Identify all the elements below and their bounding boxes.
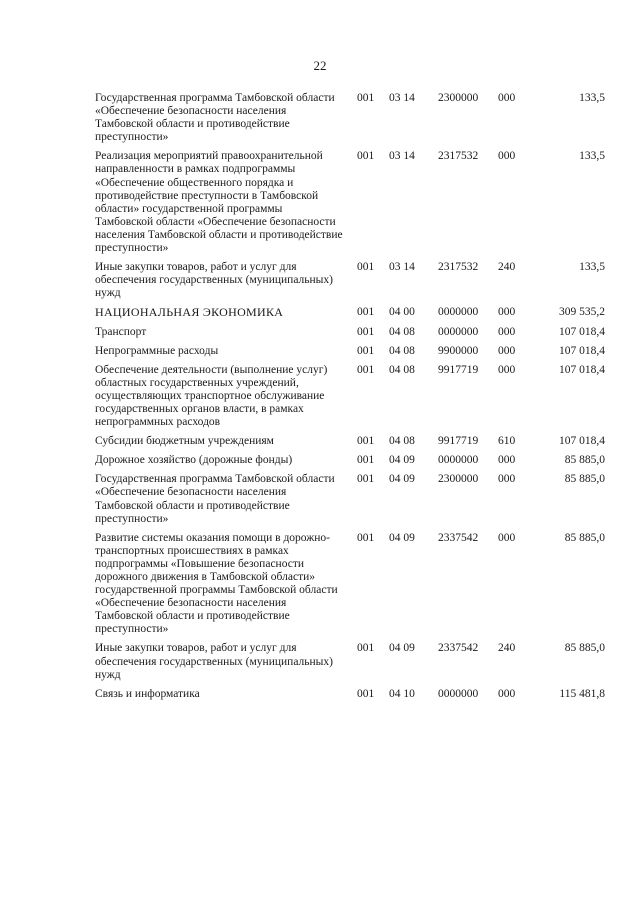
table-row <box>95 92 605 144</box>
expense-type-code: 000 <box>498 473 516 486</box>
table-row <box>95 688 605 701</box>
table-row <box>95 473 605 525</box>
expense-type-code: 000 <box>498 306 516 319</box>
table-row <box>95 532 605 637</box>
section-code: 03 14 <box>389 261 415 274</box>
amount-value: 133,5 <box>579 92 605 104</box>
target-article-code: 2300000 <box>438 92 479 104</box>
amount-value: 107 018,4 <box>559 325 605 338</box>
section-code: 04 08 <box>389 435 415 448</box>
target-article-code: 0000000 <box>438 687 479 700</box>
section-code: 03 14 <box>389 150 415 163</box>
amount-value: 85 885,0 <box>564 454 605 467</box>
amount-value: 133,5 <box>579 261 605 274</box>
row-description: Государственная программа Тамбовской области «Обеспечение безопасности населения Тамбовской области и противодействие преступности» <box>95 473 335 525</box>
expense-type-code: 000 <box>498 325 516 338</box>
row-description: Связь и информатика <box>95 687 200 700</box>
table-row <box>95 306 605 319</box>
section-code: 03 14 <box>389 92 415 104</box>
amount-value: 107 018,4 <box>559 344 605 357</box>
row-description: Транспорт <box>95 325 147 338</box>
row-description: Иные закупки товаров, работ и услуг для обеспечения государственных (муниципальных) нужд <box>95 642 333 681</box>
ministry-code: 001 <box>357 687 375 700</box>
ministry-code: 001 <box>357 473 375 486</box>
expense-type-code: 000 <box>498 531 516 544</box>
section-code: 04 09 <box>389 473 415 486</box>
expense-type-code: 000 <box>498 687 516 700</box>
expense-type-code: 000 <box>498 454 516 467</box>
table-row <box>95 642 605 681</box>
amount-value: 133,5 <box>579 150 605 163</box>
ministry-code: 001 <box>357 454 375 467</box>
amount-value: 115 481,8 <box>559 687 605 700</box>
section-code: 04 00 <box>389 306 415 319</box>
ministry-code: 001 <box>357 435 375 448</box>
row-description: Непрограммные расходы <box>95 344 219 357</box>
expense-type-code: 000 <box>498 363 516 376</box>
target-article-code: 9917719 <box>438 435 479 448</box>
target-article-code: 0000000 <box>438 325 479 338</box>
ministry-code: 001 <box>357 344 375 357</box>
row-description: Дорожное хозяйство (дорожные фонды) <box>95 454 293 467</box>
row-description: Обеспечение деятельности (выполнение услуг) областных государственных учреждений, осуществляющих транспортное обслуживание государственных органов власти, в рамках непрограммных расходов <box>95 363 328 429</box>
table-row <box>95 454 605 467</box>
row-description: НАЦИОНАЛЬНАЯ ЭКОНОМИКА <box>95 305 284 320</box>
ministry-code: 001 <box>357 150 375 163</box>
amount-value: 85 885,0 <box>564 531 605 544</box>
section-code: 04 08 <box>389 344 415 357</box>
section-code: 04 10 <box>389 687 415 700</box>
expense-type-code: 000 <box>498 92 516 104</box>
amount-value: 85 885,0 <box>564 642 605 655</box>
section-code: 04 08 <box>389 325 415 338</box>
target-article-code: 2317532 <box>438 261 479 274</box>
expense-type-code: 240 <box>498 261 516 274</box>
expense-type-code: 000 <box>498 344 516 357</box>
target-article-code: 2317532 <box>438 150 479 163</box>
amount-value: 107 018,4 <box>559 363 605 376</box>
row-description: Иные закупки товаров, работ и услуг для обеспечения государственных (муниципальных) нужд <box>95 261 333 300</box>
target-article-code: 2337542 <box>438 642 479 655</box>
target-article-code: 2337542 <box>438 531 479 544</box>
ministry-code: 001 <box>357 642 375 655</box>
ministry-code: 001 <box>357 531 375 544</box>
target-article-code: 9917719 <box>438 363 479 376</box>
ministry-code: 001 <box>357 363 375 376</box>
ministry-code: 001 <box>357 325 375 338</box>
amount-value: 309 535,2 <box>559 306 605 319</box>
row-description: Государственная программа Тамбовской области «Обеспечение безопасности населения Тамбовской области и противодействие преступности» <box>95 92 335 144</box>
table-row <box>95 345 605 358</box>
section-code: 04 09 <box>389 531 415 544</box>
section-code: 04 09 <box>389 454 415 467</box>
row-description: Реализация мероприятий правоохранительной направленности в рамках подпрограммы «Обеспечение общественного порядка и противодействие преступности в Тамбовской области» государственной программы Тамбовской области «Обеспечение безопасности населения Тамбовской области и противодействие преступности» <box>95 150 343 255</box>
ministry-code: 001 <box>357 261 375 274</box>
target-article-code: 2300000 <box>438 473 479 486</box>
table-row <box>95 261 605 300</box>
page-number: 22 <box>313 58 327 73</box>
table-row <box>95 364 605 429</box>
expense-type-code: 240 <box>498 642 516 655</box>
ministry-code: 001 <box>357 306 375 319</box>
expense-type-code: 610 <box>498 435 516 448</box>
section-code: 04 09 <box>389 642 415 655</box>
target-article-code: 0000000 <box>438 306 479 319</box>
table-row <box>95 435 605 448</box>
table-row <box>95 150 605 255</box>
target-article-code: 9900000 <box>438 344 479 357</box>
expense-type-code: 000 <box>498 150 516 163</box>
row-description: Субсидии бюджетным учреждениям <box>95 435 274 448</box>
row-description: Развитие системы оказания помощи в дорожно-транспортных происшествиях в рамках подпрограммы «Повышение безопасности дорожного движения в Тамбовской области» государственной программы Тамбовской области «Обеспечение безопасности населения Тамбовской области и противодействие преступности» <box>95 531 338 636</box>
section-code: 04 08 <box>389 363 415 376</box>
target-article-code: 0000000 <box>438 454 479 467</box>
amount-value: 107 018,4 <box>559 435 605 448</box>
table-row <box>95 326 605 339</box>
amount-value: 85 885,0 <box>564 473 605 486</box>
budget-table <box>95 92 605 707</box>
ministry-code: 001 <box>357 92 375 104</box>
